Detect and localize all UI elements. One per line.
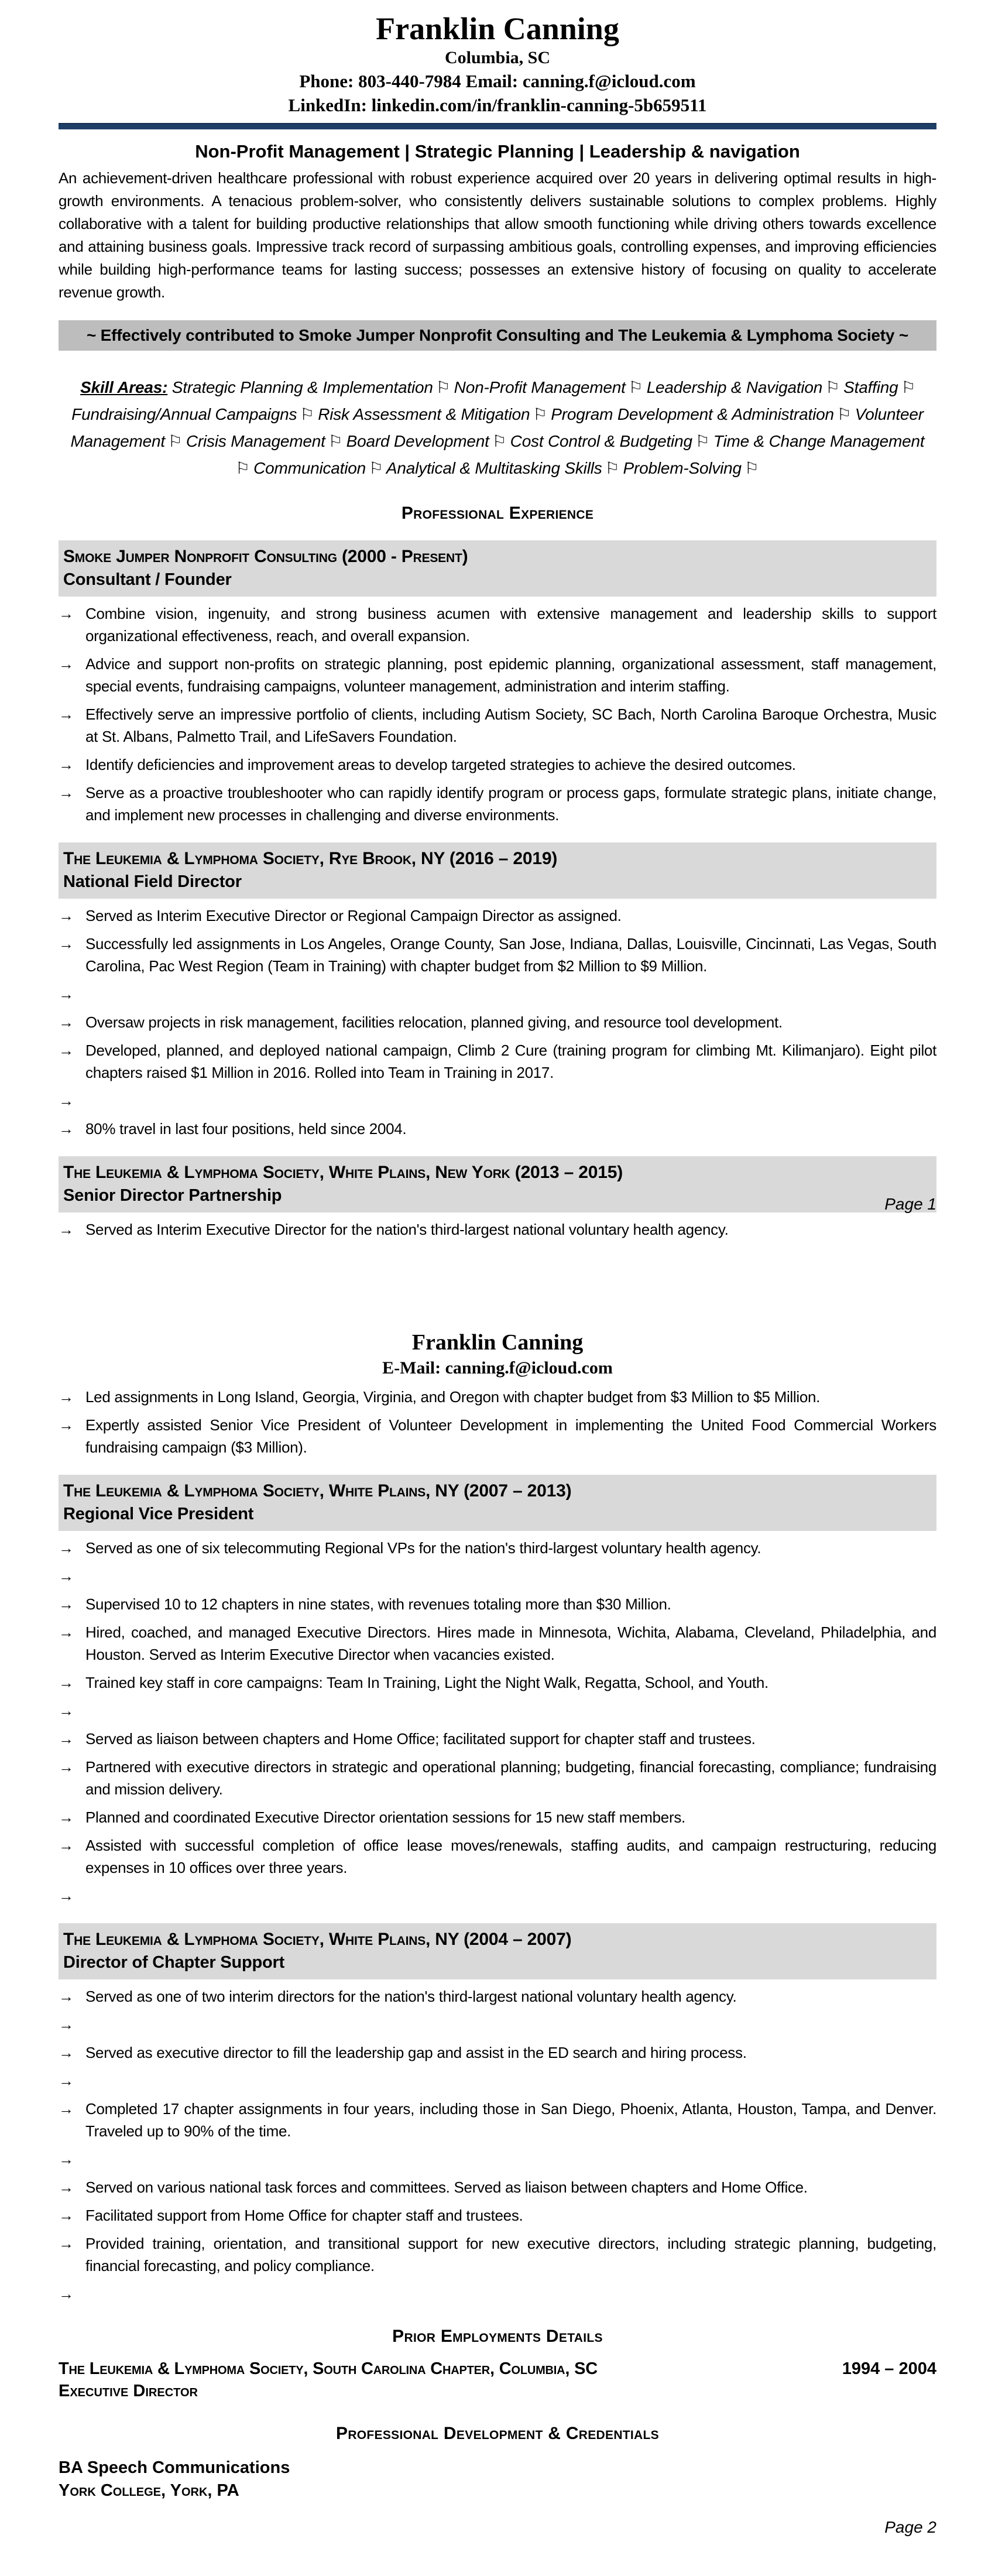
job-company: Smoke Jumper Nonprofit Consulting (2000 - Present) bbox=[63, 547, 468, 566]
arrow-bullet-icon: → bbox=[59, 1623, 74, 1641]
arrow-bullet-icon: → bbox=[59, 605, 74, 622]
bullet-text bbox=[85, 1700, 936, 1722]
bullet-text: Oversaw projects in risk management, facilities relocation, planned giving, and resource tool development. bbox=[85, 1013, 783, 1031]
prior-employment-row bbox=[59, 2358, 936, 2380]
bullet-item bbox=[59, 2098, 936, 2142]
bullet-item bbox=[59, 1386, 936, 1408]
bullet-item bbox=[59, 1621, 936, 1666]
arrow-bullet-icon: → bbox=[59, 1539, 74, 1557]
contribution-banner: ~ Effectively contributed to Smoke Jumper Nonprofit Consulting and The Leukemia & Lymphoma Society ~ bbox=[59, 320, 936, 351]
job-header-bar bbox=[59, 1156, 936, 1212]
bullet-item bbox=[59, 1671, 936, 1694]
prior-dates: 1994 – 2004 bbox=[842, 2359, 936, 2378]
bullet-text: Served as liaison between chapters and Home Office; facilitated support for chapter staff and trustees. bbox=[85, 1730, 756, 1748]
page1-footer: Page 1 bbox=[884, 1195, 936, 1213]
bullet-text: Supervised 10 to 12 chapters in nine states, with revenues totaling more than $30 Million. bbox=[85, 1595, 671, 1613]
bullet-item bbox=[59, 1011, 936, 1033]
arrow-bullet-icon: → bbox=[59, 1595, 74, 1613]
arrow-bullet-icon: → bbox=[59, 1388, 74, 1406]
bullet-text: 80% travel in last four positions, held since 2004. bbox=[85, 1120, 407, 1138]
arrow-bullet-icon: → bbox=[59, 1730, 74, 1748]
arrow-bullet-icon: → bbox=[59, 1837, 74, 1854]
skill-areas-label: Skill Areas: bbox=[80, 378, 168, 396]
bullet-item bbox=[59, 2176, 936, 2198]
bullet-item-empty bbox=[59, 1565, 936, 1587]
continuation-bullets bbox=[59, 1386, 936, 1458]
job-lls-rye-brook bbox=[59, 842, 936, 1140]
bullet-item bbox=[59, 1593, 936, 1615]
bullet-text: Advice and support non-profits on strategic planning, post epidemic planning, organizational assessment, staff management, special events, fundraising campaigns, volunteer management, administration and interim staffing. bbox=[85, 655, 936, 695]
arrow-bullet-icon: → bbox=[59, 907, 74, 924]
bullet-item-empty bbox=[59, 1700, 936, 1722]
arrow-bullet-icon: → bbox=[59, 1221, 74, 1238]
job-company: The Leukemia & Lymphoma Society, White Plains, NY (2007 – 2013) bbox=[63, 1481, 572, 1501]
arrow-bullet-icon: → bbox=[59, 985, 74, 1003]
professional-experience-heading: Professional Experience bbox=[401, 503, 594, 523]
job-header-bar bbox=[59, 540, 936, 597]
arrow-bullet-icon: → bbox=[59, 1887, 74, 1904]
bullet-text bbox=[85, 1565, 936, 1587]
bullet-item bbox=[59, 2041, 936, 2064]
bullet-item bbox=[59, 1728, 936, 1750]
bullet-text: Served as Interim Executive Director for the nation's third-largest national voluntary health agency. bbox=[85, 1221, 729, 1238]
bullet-text: Completed 17 chapter assignments in four years, including those in San Diego, Phoenix, Atlanta, Houston, Tampa, and Denver. Traveled up to 90% of the time. bbox=[85, 2100, 936, 2140]
arrow-bullet-icon: → bbox=[59, 1092, 74, 1109]
bullet-item bbox=[59, 653, 936, 697]
arrow-bullet-icon: → bbox=[59, 2150, 74, 2168]
bullet-item-empty bbox=[59, 1885, 936, 1907]
job-header-bar bbox=[59, 1475, 936, 1531]
arrow-bullet-icon: → bbox=[59, 2072, 74, 2089]
bullet-item bbox=[59, 2204, 936, 2226]
resume-page-2 bbox=[0, 1320, 995, 2502]
prior-employments-heading: Prior Employments Details bbox=[392, 2327, 603, 2346]
bullet-text bbox=[85, 2283, 936, 2305]
bullet-text: Serve as a proactive troubleshooter who can rapidly identify program or process gaps, formulate strategic plans, initiate change, and implement new processes in challenging and diverse environments. bbox=[85, 784, 936, 824]
summary-paragraph: An achievement-driven healthcare professional with robust experience acquired over 20 years in delivering optimal results in high-growth environments. A tenacious problem-solver, who consistently delivers sustainable solutions to complex problems. Highly collaborative with a talent for building productive relationships that allow smooth functioning while driving others towards excellence and attaining business goals. Impressive track record of surpassing ambitious goals, controlling expenses, and improving efficiencies while building high-performance teams for lasting success; possesses an extensive history of focusing on quality to accelerate revenue growth. bbox=[59, 169, 936, 301]
prior-role: Executive Director bbox=[59, 2382, 198, 2400]
bullet-text: Assisted with successful completion of office lease moves/renewals, staffing audits, and campaign restructuring, reducing expenses in 10 offices over three years. bbox=[85, 1837, 936, 1876]
bullet-text: Expertly assisted Senior Vice President of Volunteer Development in implementing the United Food Commercial Workers fundraising campaign ($3 Million). bbox=[85, 1416, 936, 1456]
job-header-bar bbox=[59, 842, 936, 899]
bullet-text bbox=[85, 1090, 936, 1112]
arrow-bullet-icon: → bbox=[59, 2178, 74, 2196]
bullet-item bbox=[59, 782, 936, 826]
arrow-bullet-icon: → bbox=[59, 1120, 74, 1138]
job-smoke-jumper bbox=[59, 540, 936, 826]
job-role: Regional Vice President bbox=[63, 1505, 254, 1523]
arrow-bullet-icon: → bbox=[59, 1702, 74, 1719]
school: York College, York, PA bbox=[59, 2481, 239, 2500]
bullet-text: Served as one of two interim directors for the nation's third-largest national voluntary health agency. bbox=[85, 1988, 737, 2005]
job-lls-white-plains-2004 bbox=[59, 1923, 936, 2305]
bullet-item bbox=[59, 1537, 936, 1559]
bullet-text: Successfully led assignments in Los Angeles, Orange County, San Jose, Indiana, Dallas, Louisville, Cincinnati, Las Vegas, South Carolina, Pac West Region (Team in Training) with chapter budget from $2 Million to $9 Million. bbox=[85, 935, 936, 975]
bullet-item bbox=[59, 1756, 936, 1800]
job-role: Senior Director Partnership bbox=[63, 1186, 282, 1205]
arrow-bullet-icon: → bbox=[59, 1758, 74, 1776]
arrow-bullet-icon: → bbox=[59, 2235, 74, 2252]
job-lls-white-plains-2007 bbox=[59, 1475, 936, 1907]
page2-header bbox=[59, 1320, 936, 1380]
resume-page-1 bbox=[0, 0, 995, 1246]
job-bullets bbox=[59, 1537, 936, 1907]
bullet-text bbox=[85, 2070, 936, 2092]
bullet-text bbox=[85, 2013, 936, 2036]
bullet-text: Served on various national task forces and committees. Served as liaison between chapters and Home Office. bbox=[85, 2178, 808, 2196]
header-divider-rule bbox=[59, 123, 936, 129]
degree: BA Speech Communications bbox=[59, 2458, 290, 2477]
bullet-text: Effectively serve an impressive portfolio of clients, including Autism Society, SC Bach, North Carolina Baroque Orchestra, Music at St. Albans, Palmetto Trail, and LifeSavers Foundation. bbox=[85, 705, 936, 745]
bullet-text bbox=[85, 1885, 936, 1907]
arrow-bullet-icon: → bbox=[59, 1013, 74, 1031]
bullet-text: Identify deficiencies and improvement areas to develop targeted strategies to achieve the desired outcomes. bbox=[85, 756, 796, 773]
bullet-text: Facilitated support from Home Office for chapter staff and trustees. bbox=[85, 2207, 523, 2224]
headline: Non-Profit Management | Strategic Planning | Leadership & navigation bbox=[195, 141, 800, 162]
job-role: Director of Chapter Support bbox=[63, 1953, 285, 1972]
arrow-bullet-icon: → bbox=[59, 1988, 74, 2005]
arrow-bullet-icon: → bbox=[59, 1674, 74, 1691]
bullet-item-empty bbox=[59, 2283, 936, 2305]
bullet-item bbox=[59, 1039, 936, 1084]
bullet-text: Developed, planned, and deployed national campaign, Climb 2 Cure (training program for climbing Mt. Kilimanjaro). Eight pilot chapters raised $1 Million in 2016. Rolled into Team in Training in 2017. bbox=[85, 1042, 936, 1081]
arrow-bullet-icon: → bbox=[59, 784, 74, 801]
arrow-bullet-icon: → bbox=[59, 2285, 74, 2303]
bullet-text: Partnered with executive directors in strategic and operational planning; budgeting, financial forecasting, compliance; fundraising and mission delivery. bbox=[85, 1758, 936, 1798]
arrow-bullet-icon: → bbox=[59, 2016, 74, 2033]
job-header-bar bbox=[59, 1923, 936, 1979]
bullet-item-empty bbox=[59, 2070, 936, 2092]
bullet-item-empty bbox=[59, 2013, 936, 2036]
bullet-item-empty bbox=[59, 1090, 936, 1112]
bullet-text: Served as executive director to fill the leadership gap and assist in the ED search and hiring process. bbox=[85, 2044, 747, 2061]
arrow-bullet-icon: → bbox=[59, 2044, 74, 2061]
job-company: The Leukemia & Lymphoma Society, Rye Brook, NY (2016 – 2019) bbox=[63, 849, 558, 868]
job-company: The Leukemia & Lymphoma Society, White Plains, NY (2004 – 2007) bbox=[63, 1930, 572, 1949]
bullet-item bbox=[59, 905, 936, 927]
arrow-bullet-icon: → bbox=[59, 935, 74, 953]
bullet-item bbox=[59, 1834, 936, 1879]
arrow-bullet-icon: → bbox=[59, 655, 74, 673]
arrow-bullet-icon: → bbox=[59, 756, 74, 773]
arrow-bullet-icon: → bbox=[59, 2100, 74, 2118]
bullet-item-empty bbox=[59, 2148, 936, 2170]
arrow-bullet-icon: → bbox=[59, 1416, 74, 1434]
bullet-item bbox=[59, 1985, 936, 2008]
arrow-bullet-icon: → bbox=[59, 1567, 74, 1585]
bullet-item bbox=[59, 1414, 936, 1458]
job-lls-white-plains-2013 bbox=[59, 1156, 936, 1241]
bullet-text: Served as one of six telecommuting Regional VPs for the nation's third-largest voluntary health agency. bbox=[85, 1539, 761, 1557]
linkedin-line: LinkedIn: linkedin.com/in/franklin-canning-5b659511 bbox=[288, 95, 707, 115]
bullet-text: Trained key staff in core campaigns: Team In Training, Light the Night Walk, Regatta, School, and Youth. bbox=[85, 1674, 768, 1691]
bullet-text: Hired, coached, and managed Executive Directors. Hires made in Minnesota, Wichita, Alabama, Cleveland, Philadelphia, and Houston. Served as Interim Executive Director when vacancies existed. bbox=[85, 1623, 936, 1663]
bullet-text bbox=[85, 2148, 936, 2170]
bullet-item bbox=[59, 2232, 936, 2277]
job-bullets bbox=[59, 1218, 936, 1241]
prior-company: The Leukemia & Lymphoma Society, South Carolina Chapter, Columbia, SC bbox=[59, 2359, 598, 2378]
job-company: The Leukemia & Lymphoma Society, White Plains, New York (2013 – 2015) bbox=[63, 1163, 623, 1182]
skill-areas bbox=[64, 374, 931, 482]
prior-employments-section bbox=[59, 2326, 936, 2402]
arrow-bullet-icon: → bbox=[59, 2207, 74, 2224]
candidate-location: Columbia, SC bbox=[444, 48, 551, 67]
bullet-item bbox=[59, 1218, 936, 1241]
job-bullets bbox=[59, 905, 936, 1140]
candidate-name: Franklin Canning bbox=[376, 11, 619, 46]
bullet-text: Served as Interim Executive Director or Regional Campaign Director as assigned. bbox=[85, 907, 622, 924]
job-bullets bbox=[59, 602, 936, 826]
page2-footer: Page 2 bbox=[884, 2518, 936, 2536]
skill-areas-list: Strategic Planning & Implementation ⚐ Non-Profit Management ⚐ Leadership & Navigation ⚐ Staffing ⚐ Fundraising/Annual Campaigns ⚐ Risk Assessment & Mitigation ⚐ Program Development & Administration ⚐ Volunteer Management ⚐ Crisis Management ⚐ Board Development ⚐ Cost Control & Budgeting ⚐ Time & Change Management ⚐ Communication ⚐ Analytical & Multitasking Skills ⚐ Problem-Solving ⚐ bbox=[70, 378, 925, 477]
arrow-bullet-icon: → bbox=[59, 705, 74, 723]
arrow-bullet-icon: → bbox=[59, 1808, 74, 1826]
credentials-section bbox=[59, 2423, 936, 2502]
bullet-item bbox=[59, 753, 936, 776]
bullet-item bbox=[59, 1118, 936, 1140]
job-role: Consultant / Founder bbox=[63, 570, 232, 589]
job-bullets bbox=[59, 1985, 936, 2305]
bullet-text: Led assignments in Long Island, Georgia, Virginia, and Oregon with chapter budget from $3 Million to $5 Million. bbox=[85, 1388, 821, 1406]
job-role: National Field Director bbox=[63, 872, 242, 891]
bullet-item bbox=[59, 602, 936, 647]
bullet-text: Combine vision, ingenuity, and strong business acumen with extensive management and leadership skills to support organizational effectiveness, reach, and overall expansion. bbox=[85, 605, 936, 645]
bullet-item bbox=[59, 933, 936, 977]
arrow-bullet-icon: → bbox=[59, 1042, 74, 1059]
bullet-text bbox=[85, 983, 936, 1005]
email-line: E-Mail: canning.f@icloud.com bbox=[382, 1358, 613, 1378]
contact-line: Phone: 803-440-7984 Email: canning.f@icloud.com bbox=[299, 71, 696, 91]
page1-header bbox=[59, 0, 936, 117]
credentials-heading: Professional Development & Credentials bbox=[336, 2424, 659, 2443]
bullet-item bbox=[59, 1806, 936, 1828]
bullet-text: Provided training, orientation, and transitional support for new executive directors, including strategic planning, budgeting, financial forecasting, and policy compliance. bbox=[85, 2235, 936, 2274]
candidate-name: Franklin Canning bbox=[411, 1330, 584, 1355]
bullet-text: Planned and coordinated Executive Director orientation sessions for 15 new staff members. bbox=[85, 1808, 685, 1826]
bullet-item bbox=[59, 703, 936, 748]
bullet-item-empty bbox=[59, 983, 936, 1005]
